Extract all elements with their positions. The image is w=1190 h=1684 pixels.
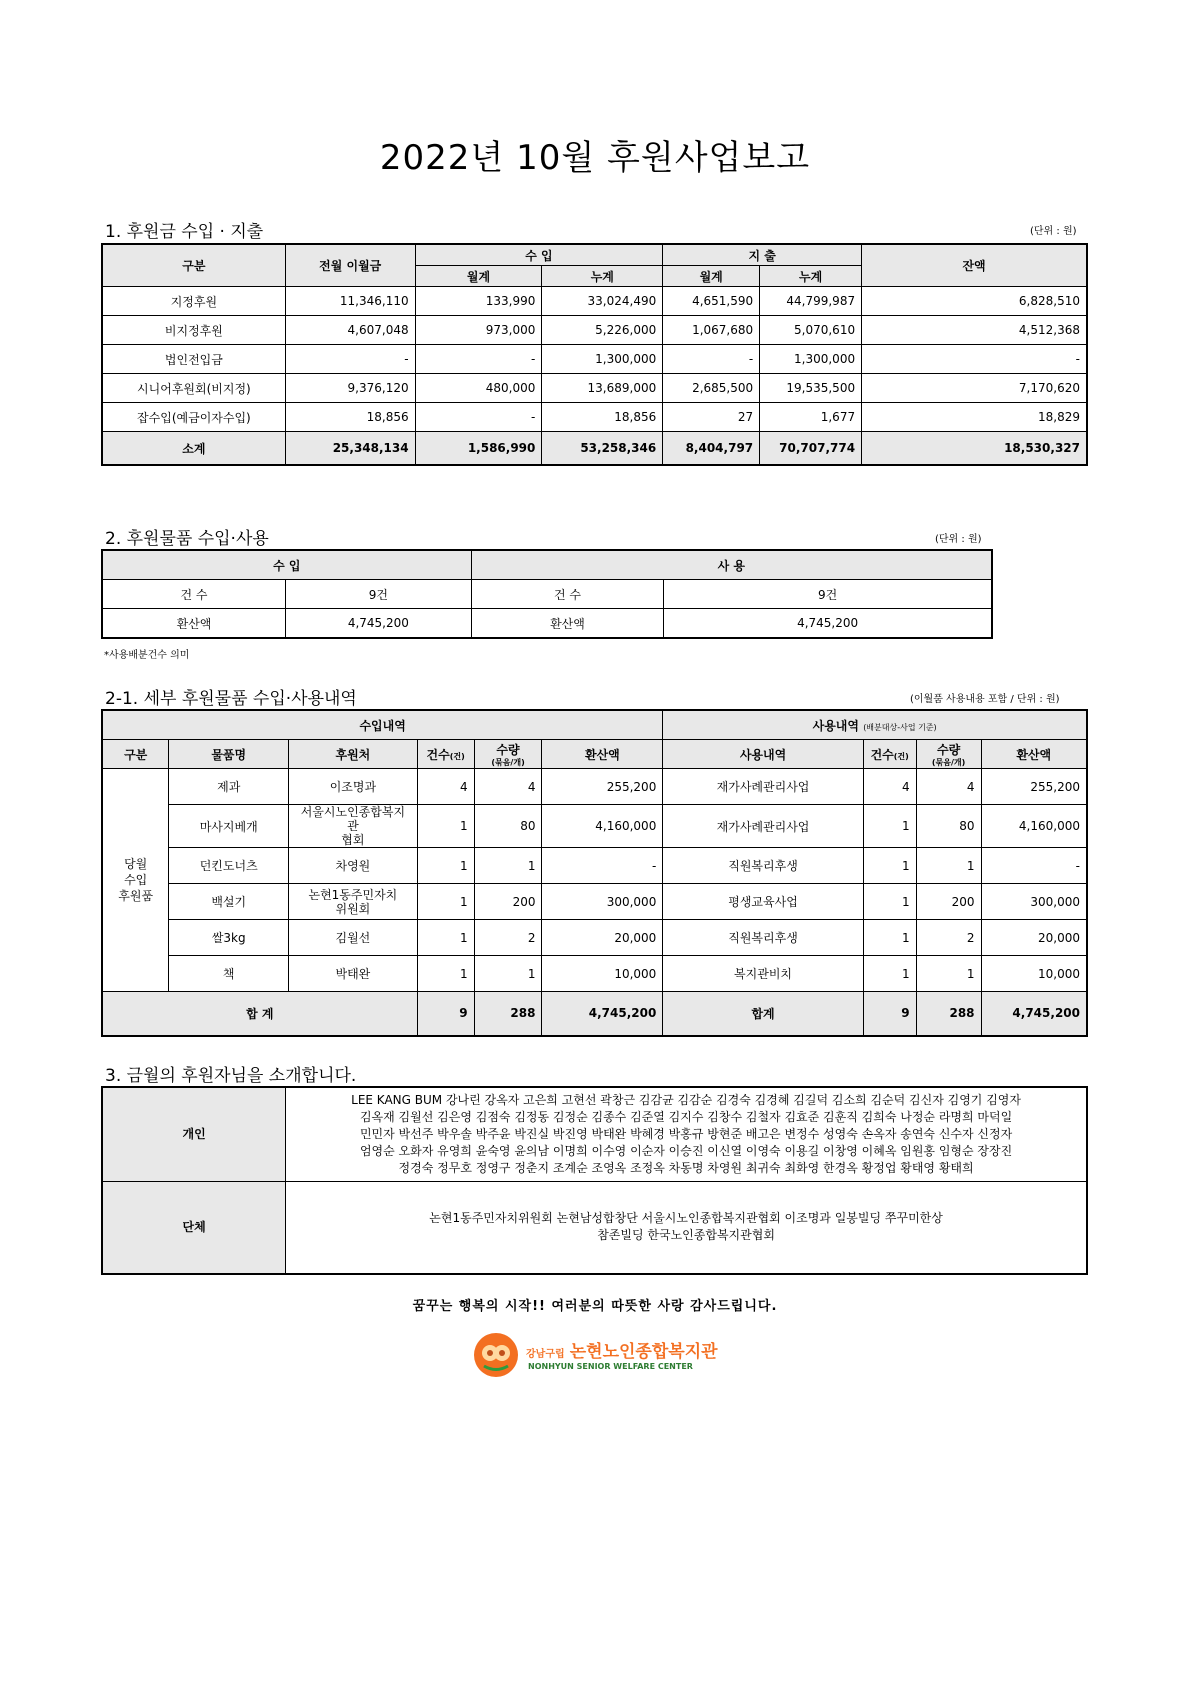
use-detail: 직원복리후생 — [663, 920, 863, 956]
donor-name: 차영원 — [289, 848, 418, 884]
table-row — [102, 316, 1087, 345]
use-detail: 재가사례관리사업 — [663, 769, 863, 805]
use-detail: 직원복리후생 — [663, 848, 863, 884]
use-amount: - — [981, 848, 1087, 884]
total-balance: 18,530,327 — [862, 432, 1087, 466]
section21-unit: (이월품 사용내용 포함 / 단위 : 원) — [910, 694, 1060, 705]
item-amount: 255,200 — [542, 769, 663, 805]
row-out-cum: 1,300,000 — [760, 345, 862, 374]
donor-intro-table — [101, 1086, 1088, 1275]
goods-income-count: 9건 — [286, 580, 472, 609]
total-amount: 4,745,200 — [542, 992, 663, 1036]
row-in-cum: 5,226,000 — [542, 316, 663, 345]
row-in-cum: 1,300,000 — [542, 345, 663, 374]
row-category: 잡수입(예금이자수입) — [102, 403, 285, 432]
header-expense-monthly: 월계 — [663, 266, 760, 287]
col-count-unit: (건) — [449, 751, 465, 761]
use-qty: 80 — [916, 805, 981, 848]
col-count: 건수 — [426, 747, 450, 762]
section1-unit: (단위 : 원) — [1030, 226, 1077, 237]
item-name: 마사지베개 — [169, 805, 289, 848]
use-count: 1 — [863, 805, 916, 848]
row-in-month: - — [415, 403, 542, 432]
total-in-cum: 53,258,346 — [542, 432, 663, 466]
use-count: 1 — [863, 848, 916, 884]
individual-names — [286, 1087, 1087, 1182]
donor-name: 김월선 — [289, 920, 418, 956]
individual-line: 정경숙 정무호 정영구 정춘지 조계순 조영옥 조정옥 차동명 차영원 최귀숙 최화영 한경옥 황정업 황태영 황태희 — [398, 1161, 974, 1175]
donor-name: 박태완 — [289, 956, 418, 992]
logo-emblem-icon — [474, 1333, 518, 1377]
row-in-cum: 18,856 — [542, 403, 663, 432]
row-out-month: 27 — [663, 403, 760, 432]
total-prev: 25,348,134 — [285, 432, 415, 466]
logo-district: 강남구립 — [526, 1349, 565, 1360]
item-qty: 4 — [474, 769, 542, 805]
use-detail-subtitle: (배분대상-사업 기준) — [863, 722, 937, 732]
table-row — [102, 345, 1087, 374]
item-name: 백설기 — [169, 884, 289, 920]
use-count: 1 — [863, 956, 916, 992]
goods-income-amount: 4,745,200 — [286, 609, 472, 639]
header-income: 수 입 — [415, 244, 663, 266]
item-amount: 10,000 — [542, 956, 663, 992]
item-amount: 4,160,000 — [542, 805, 663, 848]
col-ucount-cell — [863, 740, 916, 769]
item-name: 제과 — [169, 769, 289, 805]
goods-use-count-label: 건 수 — [471, 580, 664, 609]
total-out-cum: 70,707,774 — [760, 432, 862, 466]
row-prev: 4,607,048 — [285, 316, 415, 345]
item-qty: 200 — [474, 884, 542, 920]
header-expense: 지 출 — [663, 244, 862, 266]
row-category: 지정후원 — [102, 287, 285, 316]
logo-name: 논현노인종합복지관 — [569, 1342, 718, 1362]
table-total-row — [102, 432, 1087, 466]
use-amount: 300,000 — [981, 884, 1087, 920]
logo-title — [526, 1337, 718, 1362]
individual-line: 엄영순 오화자 유영희 윤숙영 윤의남 이명희 이수영 이순자 이승진 이신열 이영숙 이용길 이창영 이혜옥 임원홍 임형순 장장진 — [359, 1144, 1013, 1158]
table-row — [102, 403, 1087, 432]
row-category: 법인전입금 — [102, 345, 285, 374]
group-label: 당월 수입 후원품 — [102, 769, 169, 992]
total-qty: 288 — [474, 992, 542, 1036]
row-out-cum: 44,799,987 — [760, 287, 862, 316]
table-row — [102, 374, 1087, 403]
col-qty-cell — [474, 740, 542, 769]
item-amount: - — [542, 848, 663, 884]
use-count: 1 — [863, 884, 916, 920]
item-qty: 1 — [474, 848, 542, 884]
row-prev: 9,376,120 — [285, 374, 415, 403]
total-category: 소계 — [102, 432, 285, 466]
center-logo — [474, 1331, 724, 1381]
use-qty: 200 — [916, 884, 981, 920]
item-name: 던킨도너츠 — [169, 848, 289, 884]
header-balance: 잔액 — [862, 244, 1087, 287]
col-ucount-unit: (건) — [893, 751, 909, 761]
header-expense-cumulative: 누계 — [760, 266, 862, 287]
goods-income-header: 수 입 — [102, 550, 471, 580]
row-prev: - — [285, 345, 415, 374]
goods-use-amount-label: 환산액 — [471, 609, 664, 639]
group-line: 논현1동주민자치위원회 논현남성합창단 서울시노인종합복지관협회 이조명과 일봉빌딩 쭈꾸미한상 — [429, 1211, 943, 1226]
group-label: 단체 — [102, 1182, 286, 1274]
total-count: 9 — [417, 992, 474, 1036]
group-line: 참존빌딩 한국노인종합복지관협회 — [597, 1228, 775, 1243]
col-uqty: 수량 — [936, 743, 961, 757]
header-income-monthly: 월계 — [415, 266, 542, 287]
section2-heading: 2. 후원물품 수입·사용 — [105, 529, 269, 549]
section2-unit: (단위 : 원) — [935, 534, 982, 545]
donor-name: 서울시노인종합복지관 협회 — [289, 805, 418, 848]
total-ucount: 9 — [863, 992, 916, 1036]
use-detail-title: 사용내역 — [812, 718, 859, 733]
donation-money-table — [101, 243, 1088, 466]
table-row — [102, 848, 1087, 884]
col-uqty-cell — [916, 740, 981, 769]
col-use-detail: 사용내역 — [663, 740, 863, 769]
item-count: 4 — [417, 769, 474, 805]
header-prev-carry: 전월 이월금 — [285, 244, 415, 287]
use-detail-title-cell — [663, 710, 1087, 740]
table-row — [102, 920, 1087, 956]
use-amount: 4,160,000 — [981, 805, 1087, 848]
row-balance: - — [862, 345, 1087, 374]
row-prev: 11,346,110 — [285, 287, 415, 316]
use-amount: 10,000 — [981, 956, 1087, 992]
col-qty-unit: (묶음/개) — [491, 758, 525, 767]
use-detail: 평생교육사업 — [663, 884, 863, 920]
row-in-cum: 13,689,000 — [542, 374, 663, 403]
total-out-month: 8,404,797 — [663, 432, 760, 466]
row-out-month: - — [663, 345, 760, 374]
item-count: 1 — [417, 848, 474, 884]
row-in-month: 480,000 — [415, 374, 542, 403]
item-count: 1 — [417, 956, 474, 992]
col-uamount: 환산액 — [981, 740, 1087, 769]
row-balance: 7,170,620 — [862, 374, 1087, 403]
table-total-row — [102, 992, 1087, 1036]
col-donor: 후원처 — [289, 740, 418, 769]
row-out-cum: 5,070,610 — [760, 316, 862, 345]
use-qty: 2 — [916, 920, 981, 956]
use-count: 4 — [863, 769, 916, 805]
goods-detail-table — [101, 709, 1088, 1037]
use-amount: 20,000 — [981, 920, 1087, 956]
table-row — [102, 805, 1087, 848]
row-prev: 18,856 — [285, 403, 415, 432]
col-item: 물품명 — [169, 740, 289, 769]
total-label: 합 계 — [102, 992, 417, 1036]
row-in-cum: 33,024,490 — [542, 287, 663, 316]
item-name: 책 — [169, 956, 289, 992]
row-balance: 18,829 — [862, 403, 1087, 432]
total-use-label: 합계 — [663, 992, 863, 1036]
goods-use-amount: 4,745,200 — [664, 609, 992, 639]
item-amount: 20,000 — [542, 920, 663, 956]
group-names — [286, 1182, 1087, 1274]
page-title: 2022년 10월 후원사업보고 — [379, 138, 811, 178]
table-row — [102, 956, 1087, 992]
col-count-cell — [417, 740, 474, 769]
item-qty: 2 — [474, 920, 542, 956]
donation-goods-table — [101, 549, 993, 639]
use-amount: 255,200 — [981, 769, 1087, 805]
table-row — [102, 287, 1087, 316]
item-qty: 1 — [474, 956, 542, 992]
total-in-month: 1,586,990 — [415, 432, 542, 466]
goods-income-count-label: 건 수 — [102, 580, 286, 609]
individual-label: 개인 — [102, 1087, 286, 1182]
row-out-month: 4,651,590 — [663, 287, 760, 316]
section1-heading: 1. 후원금 수입 · 지출 — [105, 222, 264, 242]
col-qty: 수량 — [496, 743, 520, 757]
goods-use-header: 사 용 — [471, 550, 992, 580]
use-detail: 재가사례관리사업 — [663, 805, 863, 848]
donor-name: 논현1동주민자치 위원회 — [289, 884, 418, 920]
row-out-month: 1,067,680 — [663, 316, 760, 345]
row-category: 시니어후원회(비지정) — [102, 374, 285, 403]
use-qty: 1 — [916, 956, 981, 992]
item-count: 1 — [417, 805, 474, 848]
row-out-cum: 19,535,500 — [760, 374, 862, 403]
row-in-month: - — [415, 345, 542, 374]
item-name: 쌀3kg — [169, 920, 289, 956]
item-amount: 300,000 — [542, 884, 663, 920]
item-count: 1 — [417, 884, 474, 920]
use-detail: 복지관비치 — [663, 956, 863, 992]
total-uamount: 4,745,200 — [981, 992, 1087, 1036]
total-uqty: 288 — [916, 992, 981, 1036]
col-ucount: 건수 — [870, 747, 894, 762]
table-row — [102, 884, 1087, 920]
row-in-month: 133,990 — [415, 287, 542, 316]
donor-name: 이조명과 — [289, 769, 418, 805]
individual-line: 민민자 박선주 박우솔 박주윤 박진실 박진영 박태완 박혜경 박홍규 방현준 배고은 변정수 성영숙 손옥자 송연숙 신수자 신정자 — [359, 1127, 1013, 1141]
row-out-cum: 1,677 — [760, 403, 862, 432]
use-qty: 4 — [916, 769, 981, 805]
item-count: 1 — [417, 920, 474, 956]
income-detail-title: 수입내역 — [102, 710, 663, 740]
row-in-month: 973,000 — [415, 316, 542, 345]
table-row — [102, 769, 1087, 805]
section21-heading: 2-1. 세부 후원물품 수입·사용내역 — [105, 689, 357, 709]
col-category: 구분 — [102, 740, 169, 769]
item-qty: 80 — [474, 805, 542, 848]
use-count: 1 — [863, 920, 916, 956]
use-qty: 1 — [916, 848, 981, 884]
header-category: 구분 — [102, 244, 285, 287]
thanks-message: 꿈꾸는 행복의 시작!! 여러분의 따뜻한 사랑 감사드립니다. — [412, 1299, 778, 1314]
goods-use-count: 9건 — [664, 580, 992, 609]
goods-income-amount-label: 환산액 — [102, 609, 286, 639]
row-balance: 4,512,368 — [862, 316, 1087, 345]
goods-note: *사용배분건수 의미 — [104, 650, 190, 661]
col-amount: 환산액 — [542, 740, 663, 769]
header-income-cumulative: 누계 — [542, 266, 663, 287]
row-category: 비지정후원 — [102, 316, 285, 345]
individual-line: LEE KANG BUM 강나린 강옥자 고은희 고현선 곽창근 김감균 김감순 김경숙 김경혜 김길덕 김소희 김순덕 김신자 김영기 김영자 — [351, 1093, 1021, 1107]
section3-heading: 3. 금월의 후원자님을 소개합니다. — [105, 1066, 357, 1086]
individual-line: 김옥재 김월선 김은영 김점숙 김정동 김정순 김종수 김준열 김지수 김창수 김철자 김효준 김훈직 김희숙 나정순 라명희 마덕일 — [359, 1110, 1013, 1124]
row-balance: 6,828,510 — [862, 287, 1087, 316]
logo-english: NONHYUN SENIOR WELFARE CENTER — [528, 1362, 693, 1371]
col-uqty-unit: (묶음/개) — [931, 758, 966, 767]
row-out-month: 2,685,500 — [663, 374, 760, 403]
